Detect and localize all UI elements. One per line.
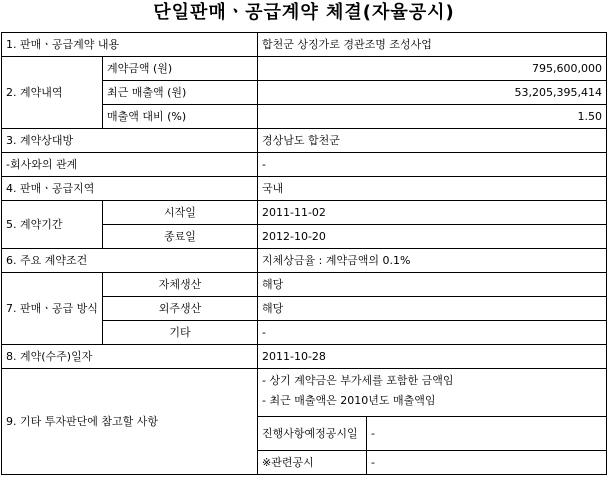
value-revenue-ratio: 1.50 (258, 105, 607, 129)
label-revenue-ratio: 매출액 대비 (%) (103, 105, 258, 129)
label-supply-method: 7. 판매ㆍ공급 방식 (2, 273, 103, 345)
value-recent-revenue: 53,205,395,414 (258, 81, 607, 105)
value-related-disclosure: - (367, 451, 607, 475)
label-start-date: 시작일 (103, 201, 258, 225)
row-notes (2, 369, 607, 417)
value-outsourced-production: 해당 (258, 297, 607, 321)
row-contract-amount (2, 57, 607, 81)
label-recent-revenue: 최근 매출액 (원) (103, 81, 258, 105)
label-other-info: 9. 기타 투자판단에 참고할 사항 (2, 369, 258, 475)
value-progress-disclosure: - (367, 417, 607, 451)
value-counterparty: 경상남도 합천군 (258, 129, 607, 153)
row-start-date (2, 201, 607, 225)
row-own-production (2, 273, 607, 297)
note-line-1: - 상기 계약금은 부가세를 포함한 금액임 (262, 374, 454, 387)
label-contract-content: 1. 판매ㆍ공급계약 내용 (2, 33, 258, 57)
value-contract-content: 합천군 상징가로 경관조명 조성사업 (258, 33, 607, 57)
row-contract-content (2, 33, 607, 57)
value-notes (258, 369, 607, 417)
row-contract-date (2, 345, 607, 369)
row-supply-region (2, 177, 607, 201)
row-main-terms (2, 249, 607, 273)
label-outsourced-production: 외주생산 (103, 297, 258, 321)
value-start-date: 2011-11-02 (258, 201, 607, 225)
disclosure-table (1, 32, 607, 475)
value-relationship: - (258, 153, 607, 177)
value-main-terms: 지체상금율 : 계약금액의 0.1% (258, 249, 607, 273)
label-relationship: -회사와의 관계 (2, 153, 258, 177)
value-own-production: 해당 (258, 273, 607, 297)
value-contract-date: 2011-10-28 (258, 345, 607, 369)
label-contract-date: 8. 계약(수주)일자 (2, 345, 258, 369)
value-contract-amount: 795,600,000 (258, 57, 607, 81)
label-contract-period: 5. 계약기간 (2, 201, 103, 249)
label-end-date: 종료일 (103, 225, 258, 249)
label-supply-region: 4. 판매ㆍ공급지역 (2, 177, 258, 201)
label-contract-details: 2. 계약내역 (2, 57, 103, 129)
value-end-date: 2012-10-20 (258, 225, 607, 249)
value-other-method: - (258, 321, 607, 345)
label-main-terms: 6. 주요 계약조건 (2, 249, 258, 273)
label-counterparty: 3. 계약상대방 (2, 129, 258, 153)
note-line-2: - 최근 매출액은 2010년도 매출액임 (262, 394, 436, 407)
label-own-production: 자체생산 (103, 273, 258, 297)
row-counterparty (2, 129, 607, 153)
value-supply-region: 국내 (258, 177, 607, 201)
label-other-method: 기타 (103, 321, 258, 345)
document-title: 단일판매ㆍ공급계약 체결(자율공시) (153, 2, 455, 23)
row-relationship (2, 153, 607, 177)
label-related-disclosure: ※관련공시 (258, 451, 367, 475)
label-progress-disclosure: 진행사항예정공시일 (258, 417, 367, 451)
label-contract-amount: 계약금액 (원) (103, 57, 258, 81)
